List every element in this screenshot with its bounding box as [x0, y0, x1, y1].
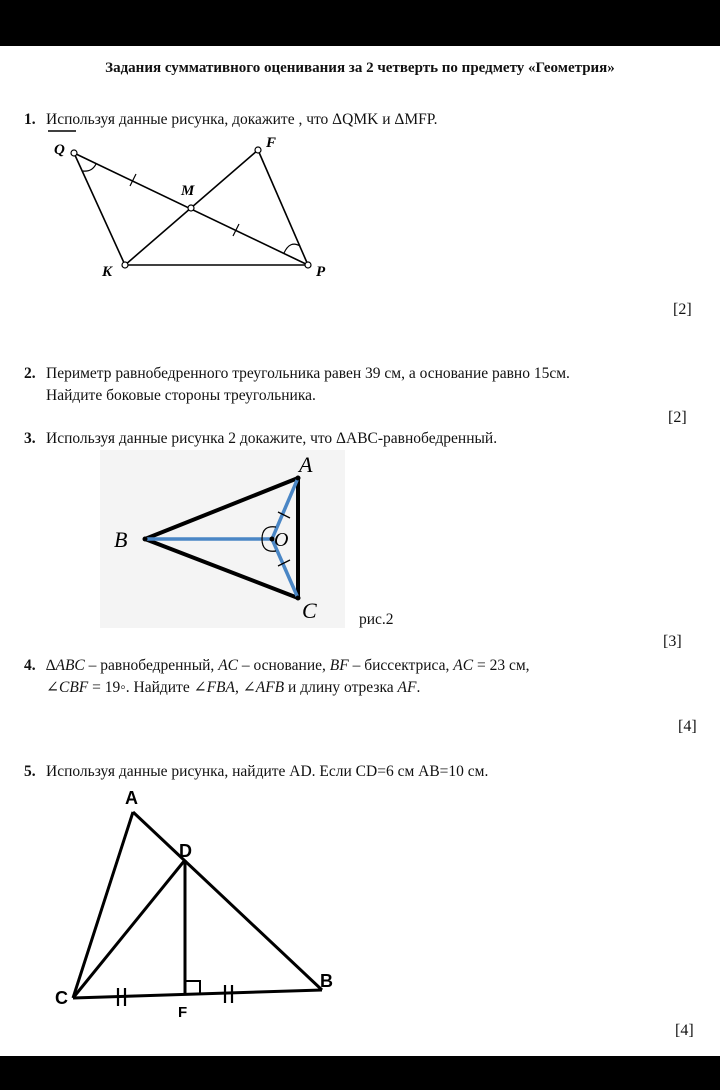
question-text-line2: Найдите боковые стороны треугольника.	[46, 387, 316, 404]
angle-cbf: ∠CBF	[46, 679, 89, 696]
label-f: F	[266, 135, 277, 151]
figure-abc-o	[100, 450, 345, 628]
text-segment: – основание,	[238, 657, 330, 674]
score-q4: [4]	[678, 718, 697, 735]
top-black-bar	[0, 0, 720, 46]
label-d: D	[179, 841, 192, 861]
question-number: 5.	[24, 763, 36, 780]
label-f: F	[178, 1004, 188, 1021]
segment-af: AF	[397, 679, 417, 696]
angle-fba: ∠FBA	[193, 679, 235, 696]
score-q3: [3]	[663, 633, 682, 650]
label-c: C	[302, 598, 317, 623]
label-q: Q	[54, 142, 65, 158]
angle-afb: ∠AFB	[242, 679, 285, 696]
question-number: 3.	[24, 430, 36, 447]
label-k: K	[102, 264, 113, 280]
question-text: Используя данные рисунка, найдите AD. Если CD=6 см AB=10 см.	[46, 763, 489, 780]
text-segment: .	[416, 679, 421, 696]
bottom-black-bar	[0, 1056, 720, 1090]
question-number: 2.	[24, 365, 36, 382]
text-segment: = 19◦. Найдите	[88, 679, 194, 696]
label-b: B	[114, 527, 128, 552]
question-number: 1.	[24, 111, 36, 128]
text-segment: и длину отрезка	[284, 679, 398, 696]
text-segment: – биссектриса,	[348, 657, 454, 674]
figure-caption: рис.2	[359, 611, 394, 628]
question-3	[24, 428, 497, 450]
segment-ac: AC	[218, 657, 238, 674]
figure-acdbf	[50, 785, 350, 1025]
segment-ac: AC	[453, 657, 474, 674]
label-p: P	[316, 264, 326, 280]
question-5	[24, 761, 488, 783]
label-a: A	[125, 788, 138, 808]
label-a: A	[299, 452, 313, 477]
text-segment: – равнобедренный,	[84, 657, 219, 674]
label-m: M	[181, 183, 195, 199]
segment-bf: BF	[329, 657, 349, 674]
document-title: Задания суммативного оценивания за 2 четверть по предмету «Геометрия»	[105, 60, 615, 76]
label-o: O	[274, 529, 289, 551]
score-q2: [2]	[668, 409, 687, 426]
figure-qmkfp	[40, 128, 350, 288]
score-q5: [4]	[675, 1022, 694, 1039]
text-segment: ,	[235, 679, 243, 696]
question-text-line1: Периметр равнобедренного треугольника равен 39 см, а основание равно 15см.	[46, 365, 570, 382]
label-b: B	[320, 971, 333, 991]
text-segment: = 23 см,	[473, 657, 530, 674]
label-c: C	[55, 988, 68, 1008]
question-2	[24, 363, 570, 407]
question-text: Используя данные рисунка 2 докажите, что ΔABC-равнобедренный.	[46, 430, 498, 447]
question-number: 4.	[24, 657, 36, 674]
question-text: Используя данные рисунка, докажите , что ΔQMK и ΔMFP.	[46, 111, 438, 128]
question-4	[24, 655, 530, 699]
score-q1: [2]	[673, 301, 692, 318]
triangle-abc: ∆ABC	[46, 657, 85, 674]
